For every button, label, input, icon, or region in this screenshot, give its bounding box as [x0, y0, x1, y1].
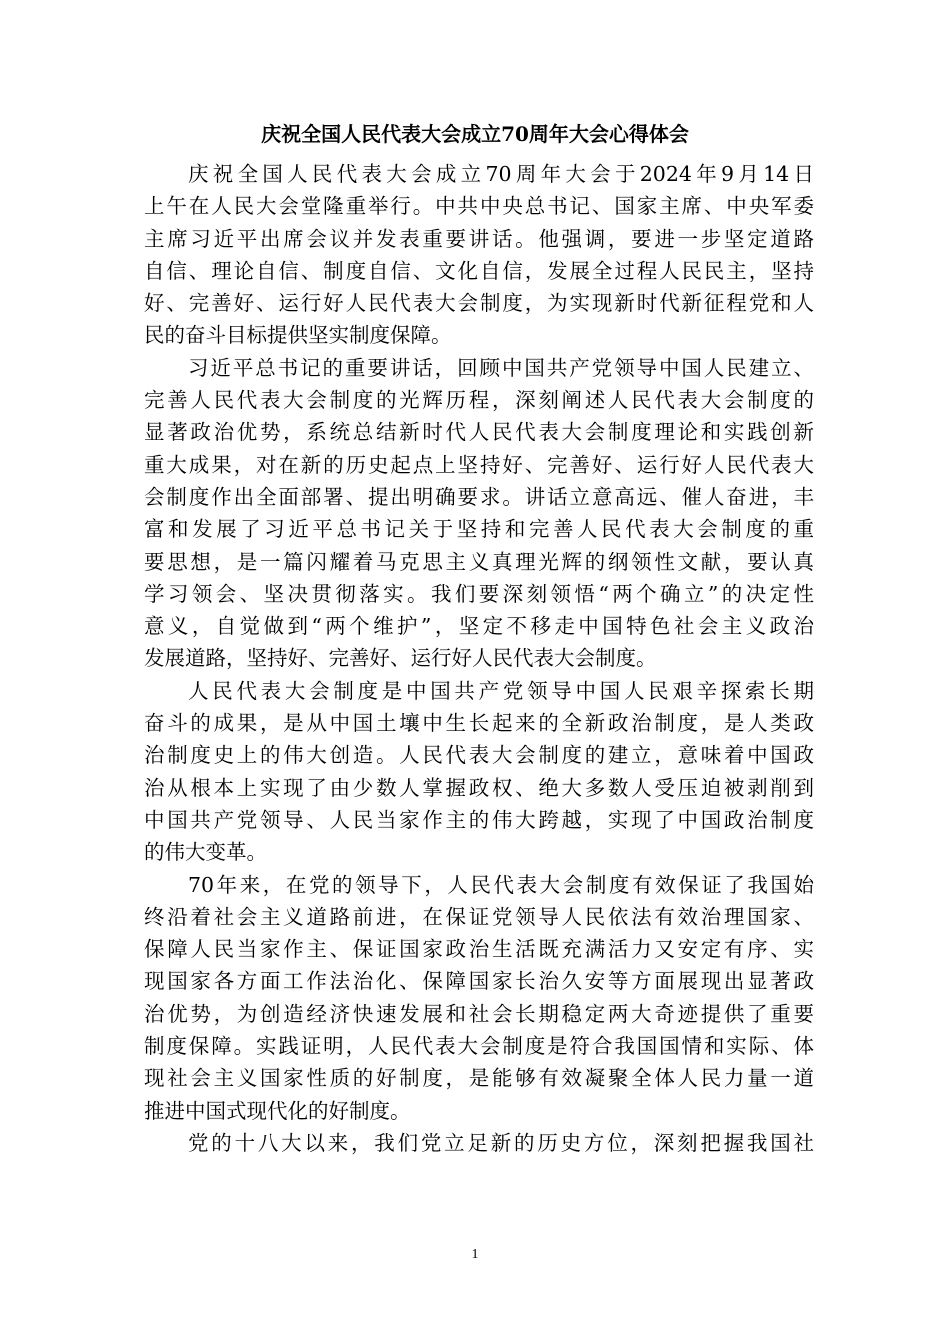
body-line: 治优势，为创造经济快速发展和社会长期稳定两大奇迹提供了重要 [144, 1001, 814, 1026]
body-line: 制度保障。实践证明，人民代表大会制度是符合我国国情和实际、体 [144, 1034, 814, 1059]
body-line: 治从根本上实现了由少数人掌握政权、绝大多数人受压迫被剥削到 [144, 775, 814, 800]
body-line: 发展道路，坚持好、完善好、运行好人民代表大会制度。 [144, 646, 657, 671]
body-line: 要思想，是一篇闪耀着马克思主义真理光辉的纲领性文献，要认真 [144, 549, 814, 574]
body-line: 习近平总书记的重要讲话，回顾中国共产党领导中国人民建立、 [188, 355, 814, 380]
body-line: 上午在人民大会堂隆重举行。中共中央总书记、国家主席、中央军委 [144, 194, 814, 219]
document-body [144, 158, 814, 1159]
body-line: 学习领会、坚决贯彻落实。我们要深刻领悟“两个确立”的决定性 [144, 581, 814, 606]
body-line: 好、完善好、运行好人民代表大会制度，为实现新时代新征程党和人 [144, 291, 814, 316]
body-line: 保障人民当家作主、保证国家政治生活既充满活力又安定有序、实 [144, 937, 814, 962]
body-line: 富和发展了习近平总书记关于坚持和完善人民代表大会制度的重 [144, 517, 814, 542]
body-line: 治制度史上的伟大创造。人民代表大会制度的建立，意味着中国政 [144, 743, 814, 768]
body-line: 会制度作出全面部署、提出明确要求。讲话立意高远、催人奋进，丰 [144, 484, 814, 509]
body-line: 奋斗的成果，是从中国土壤中生长起来的全新政治制度，是人类政 [144, 711, 814, 736]
page-number: 1 [471, 1247, 479, 1262]
body-line: 现社会主义国家性质的好制度，是能够有效凝聚全体人民力量一道 [144, 1066, 814, 1091]
body-line: 中国共产党领导、人民当家作主的伟大跨越，实现了中国政治制度 [144, 807, 814, 832]
body-line: 完善人民代表大会制度的光辉历程，深刻阐述人民代表大会制度的 [144, 388, 814, 413]
body-line: 主席习近平出席会议并发表重要讲话。他强调，要进一步坚定道路 [144, 226, 814, 251]
body-line: 显著政治优势，系统总结新时代人民代表大会制度理论和实践创新 [144, 420, 814, 445]
body-line: 的伟大变革。 [144, 840, 267, 865]
body-line: 民的奋斗目标提供坚实制度保障。 [144, 323, 452, 348]
body-line: 自信、理论自信、制度自信、文化自信，发展全过程人民民主，坚持 [144, 258, 814, 283]
body-line: 意义，自觉做到“两个维护”，坚定不移走中国特色社会主义政治 [144, 614, 814, 639]
body-line: 推进中国式现代化的好制度。 [144, 1098, 411, 1123]
body-line: 重大成果，对在新的历史起点上坚持好、完善好、运行好人民代表大 [144, 452, 814, 477]
body-line: 人民代表大会制度是中国共产党领导中国人民艰辛探索长期 [188, 678, 814, 703]
body-line: 庆祝全国人民代表大会成立70周年大会于2024年9月14日 [188, 162, 814, 186]
body-line: 终沿着社会主义道路前进，在保证党领导人民依法有效治理国家、 [144, 904, 814, 929]
body-line: 党的十八大以来，我们党立足新的历史方位，深刻把握我国社 [188, 1130, 814, 1155]
document-title: 庆祝全国人民代表大会成立70周年大会心得体会 [261, 122, 689, 146]
body-line: 70年来，在党的领导下，人民代表大会制度有效保证了我国始 [188, 872, 814, 897]
body-line: 现国家各方面工作法治化、保障国家长治久安等方面展现出显著政 [144, 969, 814, 994]
